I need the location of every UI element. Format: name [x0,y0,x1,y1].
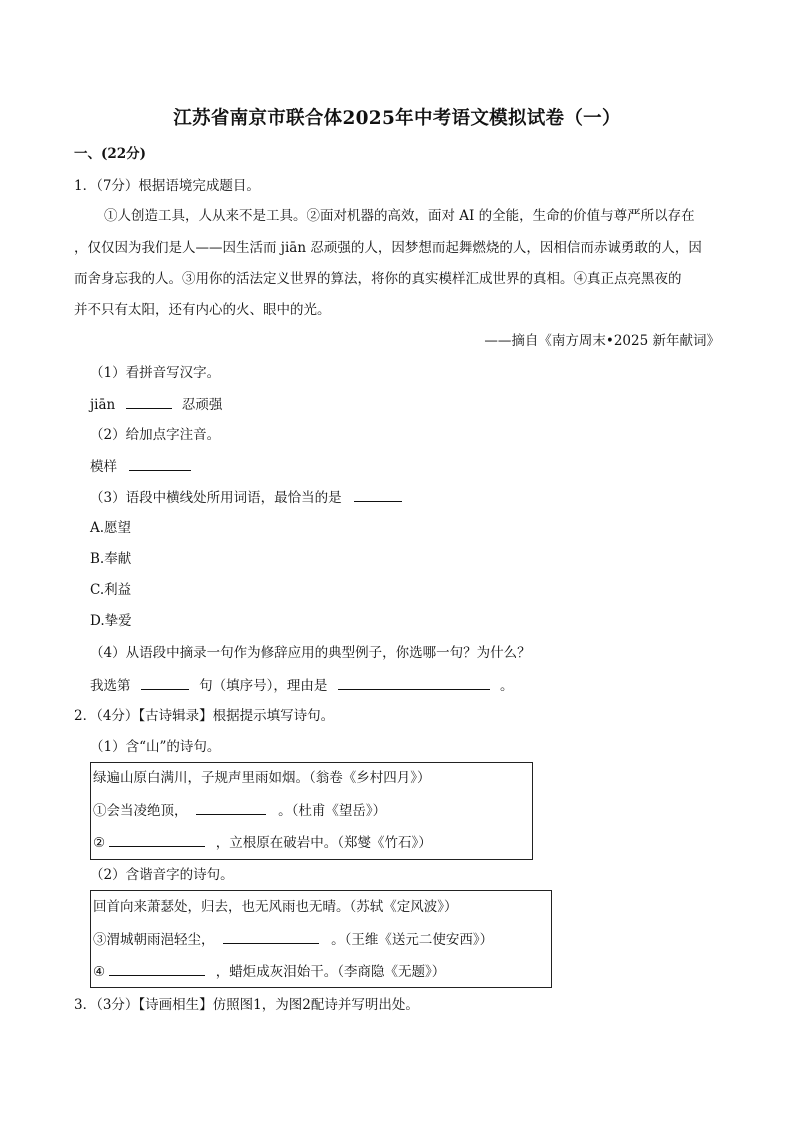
q1-sub4-label: （4）从语段中摘录一句作为修辞应用的典型例子，你选哪一句？为什么？ [90,645,531,661]
answer-blank-choice[interactable] [354,487,402,502]
sub4-text-a: 我选第 [90,678,131,694]
option-b: B.奉献 [90,551,132,567]
sub4-text-b: 句（填序号），理由是 [199,678,328,694]
box1-line-2 [93,800,386,821]
box2-line-3 [93,961,445,982]
box1-line-1: 绿遍山原白满川，子规声里雨如烟。（翁卷《乡村四月》） [93,770,431,786]
section-header: 一、(22分) [74,146,147,162]
box1-line2-text: ①会当凌绝顶， [93,803,188,819]
box2-line-2 [93,929,493,950]
option-c: C.利益 [90,582,132,598]
box2-line3-num: ④ [93,964,106,980]
box1-line2-source: 。（杜甫《望岳》） [278,803,387,819]
pinyin-text: jiān [90,397,116,413]
answer-blank-reason[interactable] [338,675,490,690]
q1-sub4-answer [90,675,513,696]
question-2-header: 2．（4分）【古诗辑录】根据提示填写诗句。 [74,708,335,724]
q1-sub2-answer [90,456,191,477]
word-tail: 忍顽强 [181,397,223,413]
answer-blank-poem-3[interactable] [223,929,319,944]
answer-blank-poem-1[interactable] [196,800,266,815]
passage-line-1: ①人创造工具，人从来不是工具。②面对机器的高效，面对 AI 的全能，生命的价值与尊严所以存在 [104,208,695,224]
passage-line-3: 而舍身忘我的人。③用你的活法定义世界的算法，将你的真实模样汇成世界的真相。④真正点亮黑夜的 [74,271,682,287]
sub4-text-c: 。 [499,678,514,694]
option-a: A.愿望 [90,520,132,536]
answer-blank-number[interactable] [141,675,189,690]
box2-line3-text: ，蜡炬成灰泪始干。（李商隐《无题》） [215,964,446,980]
q1-sub1-label: （1）看拼音写汉字。 [90,365,221,381]
box2-line2-source: 。（王维《送元二使安西》） [331,932,494,948]
answer-blank-poem-2[interactable] [109,832,205,847]
page-title: 江苏省南京市联合体2025年中考语文模拟试卷（一） [173,108,621,129]
answer-blank-poem-4[interactable] [109,961,205,976]
dotted-word: 模样 [90,459,117,475]
passage-line-2: ，仅仅因为我们是人——因生活而 jiān 忍顽强的人，因梦想而起舞燃烧的人，因相信而赤诚勇敢的人，因 [74,240,702,256]
passage-line-4: 并不只有太阳，还有内心的火、眼中的光。 [74,302,331,318]
answer-blank-hanzi[interactable] [126,394,172,409]
q1-sub2-label: （2）给加点字注音。 [90,427,221,443]
option-d: D.挚爱 [90,613,132,629]
box1-line3-text: ，立根原在破岩中。（郑燮《竹石》） [215,835,432,851]
box1-line3-num: ② [93,835,106,851]
q1-sub3-row [90,487,402,508]
box2-line-1: 回首向来萧瑟处，归去，也无风雨也无晴。（苏轼《定风波》） [93,899,458,915]
question-1-header: 1．（7分）根据语境完成题目。 [74,178,260,194]
q1-sub3-label: （3）语段中横线处所用词语，最恰当的是 [90,490,342,506]
q2-sub1-label: （1）含“山”的诗句。 [90,739,221,755]
question-3-header: 3．（3分）【诗画相生】仿照图1，为图2配诗并写明出处。 [74,997,419,1013]
q1-sub1-answer [90,394,222,415]
passage-source: ——摘自《南方周末•2025 新年献词》 [484,333,720,349]
box2-line2-text: ③渭城朝雨浥轻尘， [93,932,215,948]
answer-blank-pinyin[interactable] [129,456,191,471]
q2-sub2-label: （2）含谐音字的诗句。 [90,867,234,883]
box1-line-3 [93,832,432,853]
